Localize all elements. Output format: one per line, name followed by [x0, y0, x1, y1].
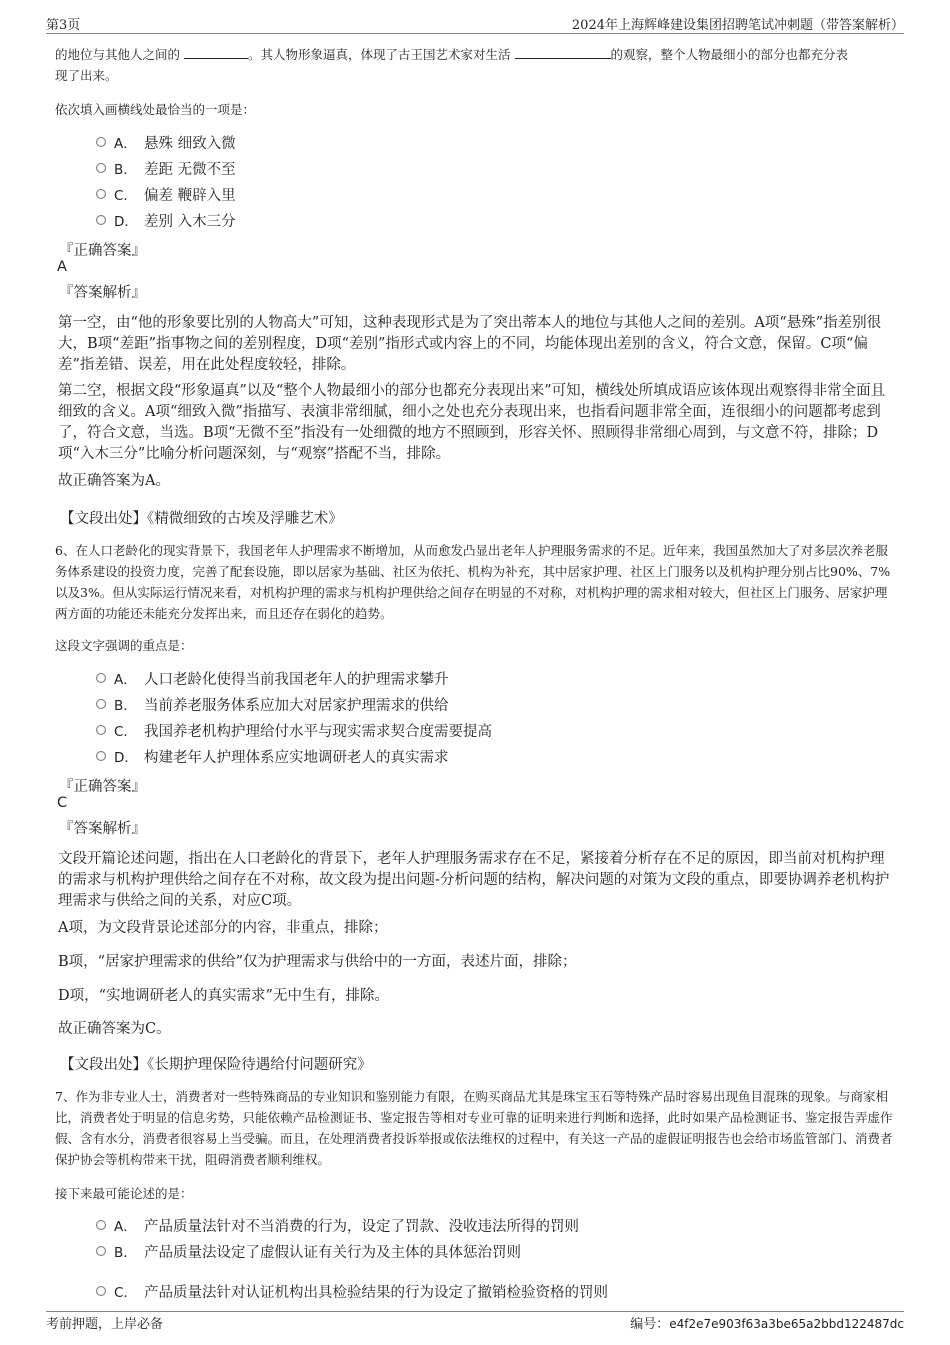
option-letter: A． [114, 672, 137, 688]
q5-analysis-p2: 第二空，根据文段“形象逼真”以及“整个人物最细小的部分也都充分表现出来”可知，横线处所填成语应该体现出观察得非常全面且细致的含义。A项“细致入微”指描写、表演非常细腻，细小之处也充分表现出来，也指看问题非常全面，连很细小的问题都考虑到了，符合文意，当选。B项“无微不至”指没有一处细微的地方不照顾到，形容关怀、照顾得非常细心周到，与文意不符，排除；D项“入木三分”比喻分析问题深刻，与“观察”搭配不当，排除。 [58, 383, 886, 462]
q5-answer-label: 『正确答案』 [59, 243, 146, 259]
option-text: 差别 入木三分 [144, 214, 236, 230]
option-letter: D． [114, 214, 138, 230]
radio-icon[interactable] [96, 163, 106, 173]
footer-code-value: e4f2e7e903f63a3be65a2bbd122487dc [669, 1317, 904, 1331]
header-divider [46, 33, 904, 34]
document-title: 2024年上海辉峰建设集团招聘笔试冲刺题（带答案解析） [571, 18, 904, 33]
option-letter: C． [114, 1285, 137, 1301]
radio-icon[interactable] [96, 1246, 106, 1256]
q5-passage-part3: 的观察，整个人物最细小的部分也都充分表 [610, 47, 849, 62]
option-text: 我国养老机构护理给付水平与现实需求契合度需要提高 [144, 724, 492, 740]
q7-passage: 7、作为非专业人士，消费者对一些特殊商品的专业知识和鉴别能力有限，在购买商品尤其是珠宝玉石等特殊产品时容易出现鱼目混珠的现象。与商家相比，消费者处于明显的信息劣势，只能依赖产品检测证书、鉴定报告等相对专业可靠的证明来进行判断和选择，此时如果产品检测证书、鉴定报告弄虚作假、含有水分，消费者很容易上当受骗。而且，在处理消费者投诉举报或依法维权的过程中，有关这一产品的虚假证明报告也会给市场监管部门、消费者保护协会等机构带来干扰，阻碍消费者顺利维权。 [55, 1089, 893, 1167]
q6-option-d[interactable] [96, 747, 449, 769]
q6-source: 【文段出处】《长期护理保险待遇给付问题研究》 [60, 1057, 372, 1073]
option-text: 偏差 鞭辟入里 [144, 188, 236, 204]
option-text: 产品质量法针对不当消费的行为，设定了罚款、没收违法所得的罚则 [144, 1219, 579, 1235]
page-header [0, 0, 950, 34]
q6-prompt: 这段文字强调的重点是： [55, 638, 193, 653]
radio-icon[interactable] [96, 137, 106, 147]
option-letter: D． [114, 750, 138, 766]
option-text: 构建老年人护理体系应实地调研老人的真实需求 [144, 750, 449, 766]
option-text: 产品质量法针对认证机构出具检验结果的行为设定了撤销检验资格的罚则 [144, 1285, 608, 1301]
q6-option-a[interactable] [96, 669, 449, 691]
q5-conclusion: 故正确答案为A。 [58, 473, 170, 489]
page-number: 第3页 [46, 18, 81, 33]
q6-answer-label: 『正确答案』 [59, 779, 146, 795]
q5-option-d[interactable] [96, 211, 236, 233]
option-text: 人口老龄化使得当前我国老年人的护理需求攀升 [144, 672, 449, 688]
q5-option-a[interactable] [96, 133, 236, 155]
q6-option-b[interactable] [96, 695, 449, 717]
footer-slogan: 考前押题，上岸必备 [46, 1317, 164, 1332]
option-letter: C． [114, 724, 137, 740]
q5-option-c[interactable] [96, 185, 236, 207]
q7-option-a[interactable] [96, 1216, 579, 1238]
q7-prompt: 接下来最可能论述的是： [55, 1186, 193, 1201]
q5-source: 【文段出处】《精微细致的古埃及浮雕艺术》 [60, 511, 343, 527]
option-letter: A． [114, 1219, 137, 1235]
q6-analysis-label: 『答案解析』 [59, 821, 146, 837]
option-letter: C． [114, 188, 137, 204]
option-text: 差距 无微不至 [144, 162, 236, 178]
option-letter: B． [114, 1245, 137, 1261]
option-letter: B． [114, 162, 137, 178]
q5-analysis-p1: 第一空，由“他的形象要比别的人物高大”可知，这种表现形式是为了突出蒂本人的地位与其他人之间的差别。A项“悬殊”指差别很大，B项“差距”指事物之间的差别程度，D项“差别”指形式或内容上的不同，均能体现出差别的含义，符合文意，保留。C项“偏差”指差错、误差，用在此处程度较轻，排除。 [58, 315, 882, 373]
footer-code [630, 1313, 904, 1332]
option-text: 当前养老服务体系应加大对居家护理需求的供给 [144, 698, 449, 714]
q6-answer: C [57, 795, 68, 811]
option-text: 产品质量法设定了虚假认证有关行为及主体的具体惩治罚则 [144, 1245, 521, 1261]
q6-analysis-p1: 文段开篇论述问题，指出在人口老龄化的背景下，老年人护理服务需求存在不足，紧接着分析存在不足的原因，即当前对机构护理的需求与机构护理供给之间存在不对称，故文段为提出问题-分析问题的结构，解决问题的对策为文段的重点，即要协调养老机构护理需求与供给之间的关系，对应C项。 [58, 851, 890, 909]
radio-icon[interactable] [96, 725, 106, 735]
radio-icon[interactable] [96, 189, 106, 199]
q5-passage-part2: 。其人物形象逼真，体现了古王国艺术家对生活 [248, 47, 511, 62]
q6-option-c[interactable] [96, 721, 492, 743]
option-text: 悬殊 细致入微 [144, 136, 236, 152]
q5-option-b[interactable] [96, 159, 236, 181]
option-letter: A． [114, 136, 137, 152]
q5-passage-line2: 现了出来。 [55, 68, 118, 83]
q6-analysis-p2: A项，为文段背景论述部分的内容，非重点，排除； [58, 920, 388, 936]
radio-icon[interactable] [96, 215, 106, 225]
q6-conclusion: 故正确答案为C。 [58, 1021, 171, 1037]
q5-blank-1 [184, 44, 248, 59]
radio-icon[interactable] [96, 751, 106, 761]
footer-divider [46, 1311, 904, 1312]
q5-prompt: 依次填入画横线处最恰当的一项是： [55, 102, 256, 117]
radio-icon[interactable] [96, 1220, 106, 1230]
q5-blank-2 [515, 44, 611, 59]
q7-option-c[interactable] [96, 1282, 608, 1304]
q6-analysis-p4: D项，“实地调研老人的真实需求”无中生有，排除。 [58, 988, 389, 1004]
q5-passage [55, 44, 895, 86]
footer-code-label: 编号： [630, 1317, 670, 1332]
q5-answer: A [57, 259, 67, 275]
option-letter: B． [114, 698, 137, 714]
radio-icon[interactable] [96, 699, 106, 709]
q5-analysis-label: 『答案解析』 [59, 285, 146, 301]
radio-icon[interactable] [96, 673, 106, 683]
q7-option-b[interactable] [96, 1242, 521, 1264]
q6-analysis-p3: B项，“居家护理需求的供给”仅为护理需求与供给中的一方面，表述片面，排除； [58, 954, 577, 970]
radio-icon[interactable] [96, 1286, 106, 1296]
q6-passage: 6、在人口老龄化的现实背景下，我国老年人护理需求不断增加，从而愈发凸显出老年人护理服务需求的不足。近年来，我国虽然加大了对多层次养老服务体系建设的投资力度，完善了配套设施，即以居家为基础、社区为依托、机构为补充，其中居家护理、社区上门服务以及机构护理分别占比90%、7%以及3%。但从实际运行情况来看，对机构护理的需求与机构护理供给之间存在明显的不对称，对机构护理的需求相对较大，但社区上门服务、居家护理两方面的功能还未能充分发挥出来，而且还存在弱化的趋势。 [55, 543, 891, 621]
q5-passage-part1: 的地位与其他人之间的 [55, 47, 181, 62]
